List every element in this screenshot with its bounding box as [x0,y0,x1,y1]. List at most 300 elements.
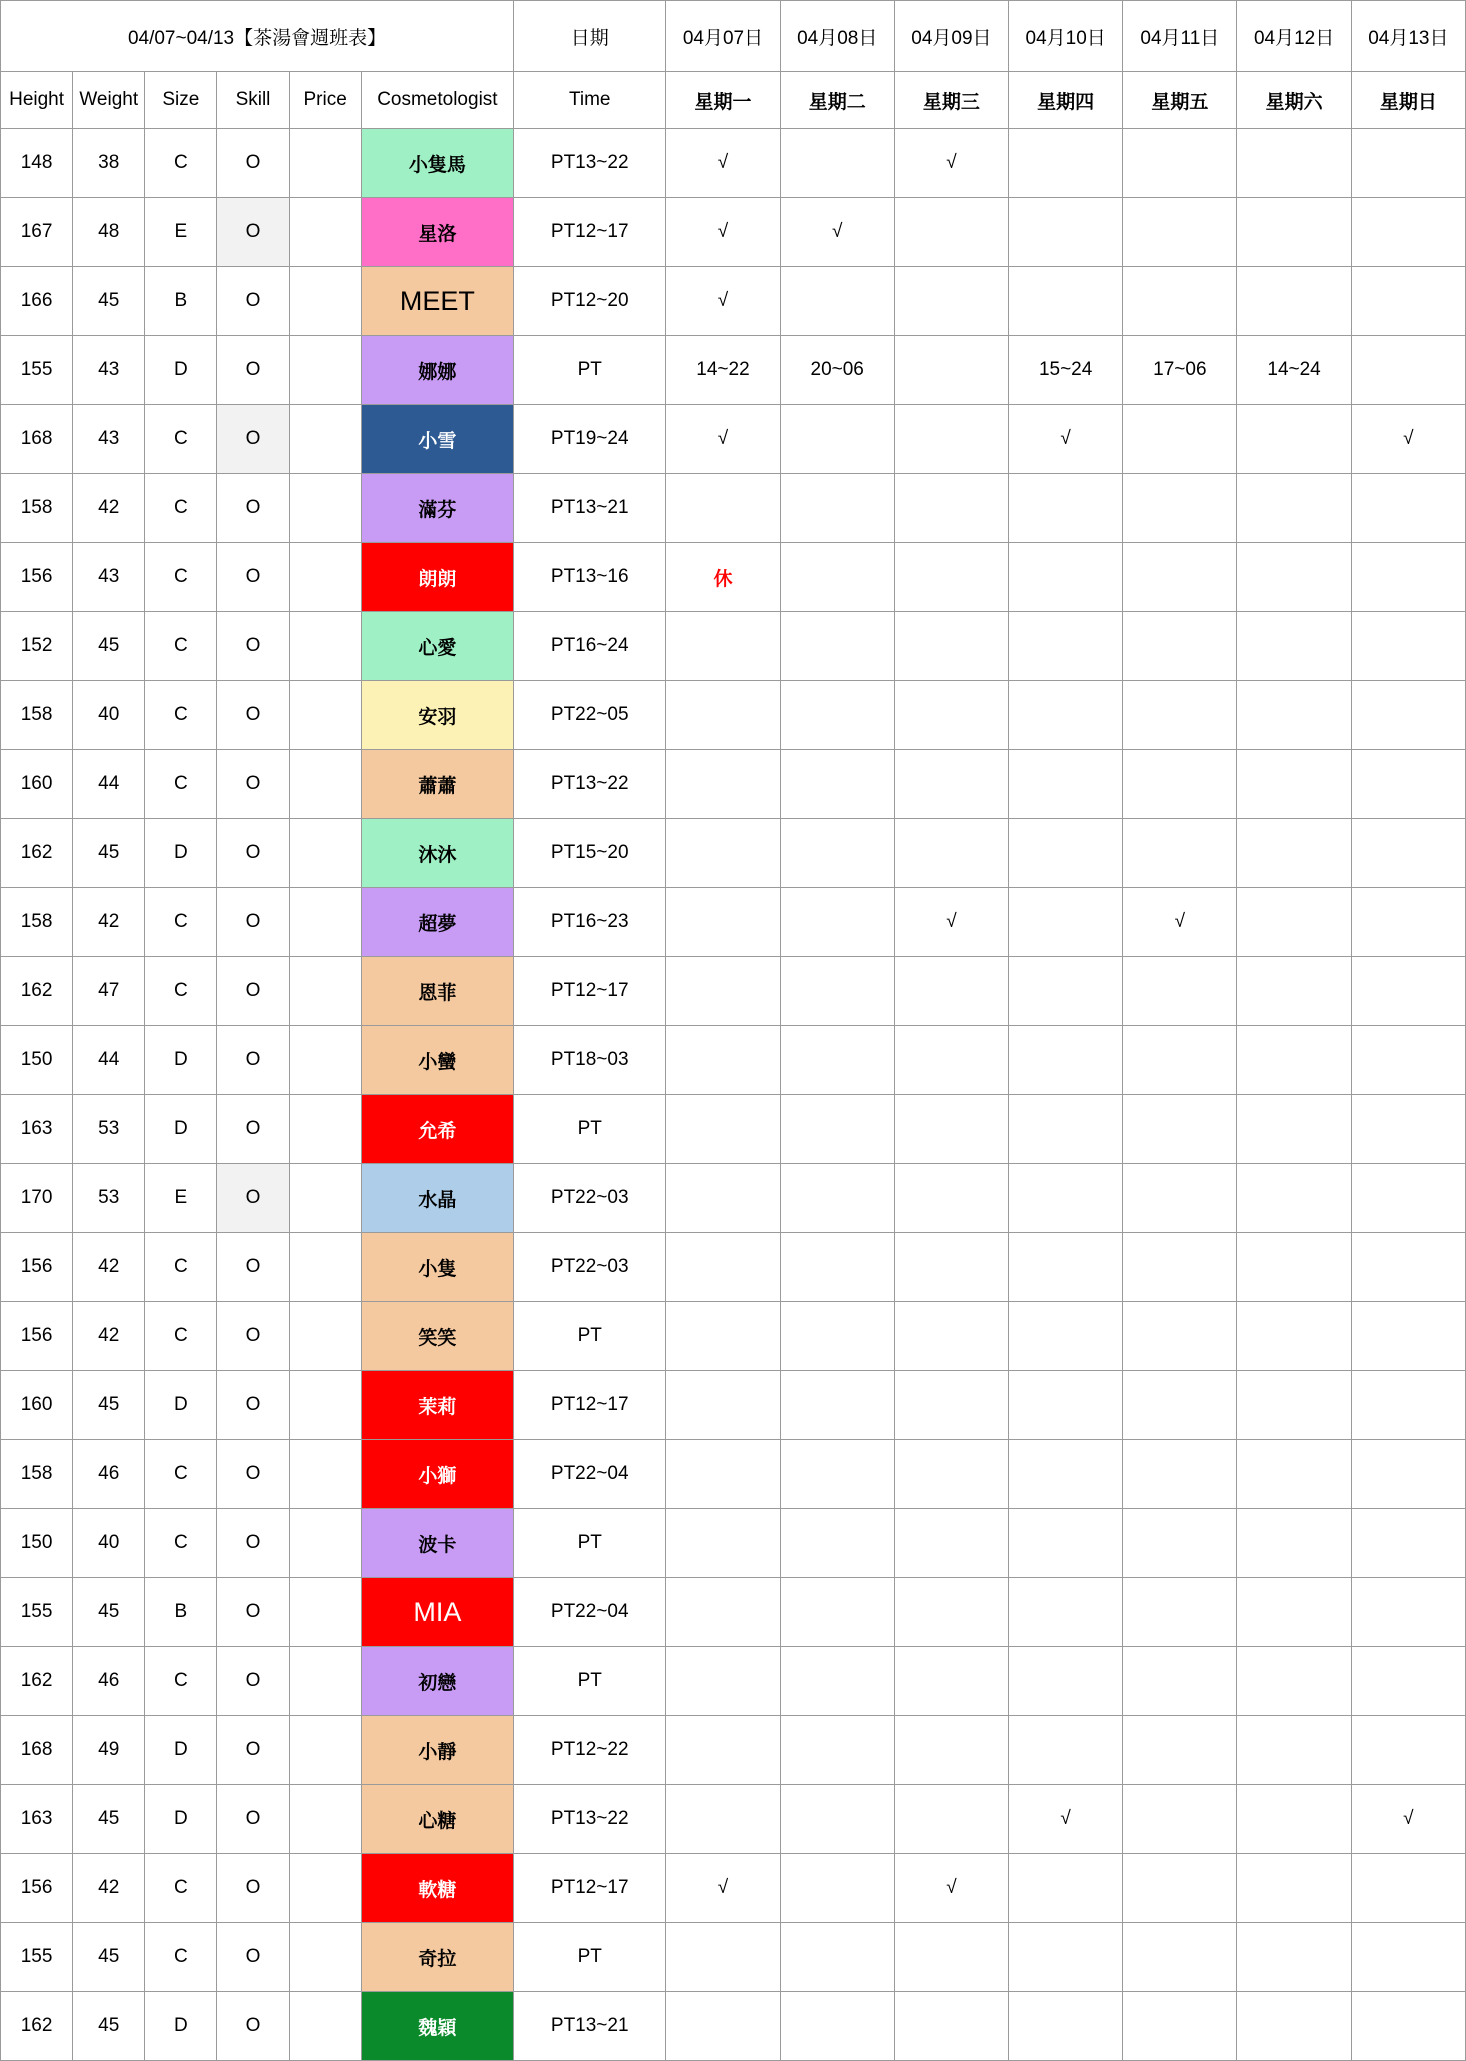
cell-day-6[interactable] [1351,612,1465,681]
table-row [1,1716,1466,1785]
column-header-skill: Skill [217,72,289,129]
cell-day-2[interactable] [894,267,1008,336]
cell-day-4[interactable] [1123,1164,1237,1233]
cell-cosmetologist-name[interactable]: 笑笑 [361,1302,513,1371]
cell-cosmetologist-name[interactable]: 蕭蕭 [361,750,513,819]
cell-day-5[interactable] [1237,750,1351,819]
table-row [1,267,1466,336]
cell-day-4[interactable] [1123,1785,1237,1854]
cell-day-4[interactable] [1123,1716,1237,1785]
cell-day-0[interactable] [666,1233,780,1302]
cell-height: 152 [1,612,73,681]
cell-day-5[interactable] [1237,1371,1351,1440]
cell-day-3[interactable] [1009,1164,1123,1233]
cell-day-0[interactable] [666,1992,780,2061]
cell-day-4[interactable] [1123,1440,1237,1509]
cell-day-1[interactable] [780,543,894,612]
cell-day-2[interactable] [894,1164,1008,1233]
cell-day-3[interactable] [1009,681,1123,750]
cell-day-6[interactable] [1351,198,1465,267]
cell-day-0[interactable]: 14~22 [666,336,780,405]
cell-day-4[interactable] [1123,474,1237,543]
cell-day-2[interactable] [894,1578,1008,1647]
cell-day-4[interactable] [1123,405,1237,474]
cell-day-0[interactable]: √ [666,129,780,198]
cell-day-3[interactable] [1009,612,1123,681]
cell-day-6[interactable] [1351,1371,1465,1440]
cell-day-3[interactable] [1009,1923,1123,1992]
cell-day-6[interactable] [1351,750,1465,819]
cell-time: PT16~23 [514,888,666,957]
cell-cosmetologist-name[interactable]: 波卡 [361,1509,513,1578]
table-row [1,1509,1466,1578]
cell-day-4[interactable] [1123,1992,1237,2061]
cell-skill: O [217,750,289,819]
cell-weight: 42 [73,1302,145,1371]
cell-skill: O [217,1302,289,1371]
cell-day-3[interactable] [1009,1026,1123,1095]
weekday-header-1: 星期二 [780,72,894,129]
cell-day-1[interactable] [780,474,894,543]
cell-day-5[interactable] [1237,612,1351,681]
cell-day-6[interactable] [1351,888,1465,957]
cell-day-4[interactable] [1123,819,1237,888]
cell-price [289,957,361,1026]
cell-day-0[interactable] [666,612,780,681]
cell-day-6[interactable] [1351,1992,1465,2061]
cell-cosmetologist-name[interactable]: 小隻馬 [361,129,513,198]
cell-height: 156 [1,543,73,612]
cell-day-4[interactable]: √ [1123,888,1237,957]
cell-day-4[interactable] [1123,198,1237,267]
cell-day-1[interactable] [780,1440,894,1509]
cell-day-2[interactable] [894,1647,1008,1716]
cell-day-3[interactable] [1009,129,1123,198]
cell-day-6[interactable] [1351,336,1465,405]
cell-time: PT18~03 [514,1026,666,1095]
table-row [1,474,1466,543]
cell-day-2[interactable]: √ [894,1854,1008,1923]
cell-day-2[interactable] [894,681,1008,750]
cell-cosmetologist-name[interactable]: 水晶 [361,1164,513,1233]
cell-day-5[interactable] [1237,1923,1351,1992]
cell-day-1[interactable] [780,1371,894,1440]
cell-time: PT19~24 [514,405,666,474]
cell-time: PT [514,1095,666,1164]
cell-day-1[interactable] [780,267,894,336]
column-header-time: Time [514,72,666,129]
cell-day-3[interactable]: 15~24 [1009,336,1123,405]
cell-day-3[interactable] [1009,1095,1123,1164]
cell-day-0[interactable] [666,1509,780,1578]
cell-weight: 45 [73,1578,145,1647]
cell-day-3[interactable] [1009,819,1123,888]
cell-day-0[interactable] [666,888,780,957]
cell-day-5[interactable] [1237,1095,1351,1164]
cell-height: 155 [1,1578,73,1647]
cell-day-5[interactable] [1237,1302,1351,1371]
cell-cosmetologist-name[interactable]: 心糖 [361,1785,513,1854]
cell-cosmetologist-name[interactable]: 心愛 [361,612,513,681]
cell-height: 158 [1,888,73,957]
cell-price [289,1233,361,1302]
cell-day-1[interactable]: 20~06 [780,336,894,405]
cell-price [289,1026,361,1095]
cell-day-2[interactable] [894,1095,1008,1164]
cell-weight: 40 [73,1509,145,1578]
cell-day-1[interactable] [780,819,894,888]
cell-day-2[interactable] [894,612,1008,681]
cell-day-5[interactable] [1237,888,1351,957]
column-header-size: Size [145,72,217,129]
cell-day-5[interactable] [1237,1440,1351,1509]
cell-day-1[interactable] [780,1233,894,1302]
cell-day-3[interactable] [1009,267,1123,336]
cell-day-2[interactable]: √ [894,129,1008,198]
cell-size: C [145,888,217,957]
cell-day-6[interactable] [1351,474,1465,543]
cell-height: 158 [1,1440,73,1509]
table-row [1,1854,1466,1923]
cell-day-4[interactable] [1123,1026,1237,1095]
cell-cosmetologist-name[interactable]: 軟糖 [361,1854,513,1923]
cell-day-6[interactable] [1351,681,1465,750]
cell-day-0[interactable] [666,819,780,888]
cell-day-1[interactable] [780,1578,894,1647]
cell-weight: 45 [73,1785,145,1854]
cell-size: C [145,1509,217,1578]
cell-day-6[interactable] [1351,267,1465,336]
cell-day-5[interactable] [1237,819,1351,888]
cell-price [289,1992,361,2061]
weekday-header-5: 星期六 [1237,72,1351,129]
cell-day-5[interactable] [1237,957,1351,1026]
cell-day-2[interactable] [894,336,1008,405]
cell-day-3[interactable] [1009,1302,1123,1371]
cell-day-5[interactable] [1237,405,1351,474]
cell-day-1[interactable] [780,612,894,681]
cell-day-3[interactable] [1009,750,1123,819]
cell-day-0[interactable] [666,1371,780,1440]
cell-day-5[interactable] [1237,1854,1351,1923]
cell-price [289,405,361,474]
cell-weight: 45 [73,819,145,888]
cell-cosmetologist-name[interactable]: 魏穎 [361,1992,513,2061]
cell-day-0[interactable]: √ [666,267,780,336]
cell-day-5[interactable] [1237,681,1351,750]
cell-day-0[interactable] [666,474,780,543]
cell-cosmetologist-name[interactable]: 安羽 [361,681,513,750]
cell-day-5[interactable] [1237,1716,1351,1785]
cell-day-0[interactable] [666,1302,780,1371]
cell-day-4[interactable] [1123,612,1237,681]
cell-day-0[interactable]: √ [666,1854,780,1923]
cell-day-1[interactable] [780,1302,894,1371]
cell-size: C [145,1302,217,1371]
cell-day-6[interactable] [1351,1440,1465,1509]
cell-day-5[interactable] [1237,198,1351,267]
cell-day-3[interactable] [1009,1992,1123,2061]
cell-day-0[interactable] [666,1578,780,1647]
cell-weight: 44 [73,1026,145,1095]
cell-day-3[interactable] [1009,1647,1123,1716]
cell-day-4[interactable] [1123,129,1237,198]
cell-day-1[interactable] [780,888,894,957]
cell-day-3[interactable] [1009,1509,1123,1578]
cell-day-6[interactable] [1351,1647,1465,1716]
cell-day-4[interactable]: 17~06 [1123,336,1237,405]
cell-time: PT12~17 [514,1371,666,1440]
cell-cosmetologist-name[interactable]: 星洛 [361,198,513,267]
cell-cosmetologist-name[interactable]: 滿芬 [361,474,513,543]
cell-cosmetologist-name[interactable]: 小雪 [361,405,513,474]
cell-day-0[interactable] [666,1440,780,1509]
cell-cosmetologist-name[interactable]: 初戀 [361,1647,513,1716]
cell-day-4[interactable] [1123,1509,1237,1578]
cell-day-1[interactable] [780,750,894,819]
cell-weight: 38 [73,129,145,198]
cell-day-2[interactable] [894,1233,1008,1302]
cell-skill: O [217,1026,289,1095]
weekday-header-6: 星期日 [1351,72,1465,129]
cell-height: 156 [1,1854,73,1923]
cell-weight: 45 [73,612,145,681]
cell-day-6[interactable]: √ [1351,405,1465,474]
cell-day-5[interactable] [1237,1164,1351,1233]
cell-day-5[interactable] [1237,267,1351,336]
cell-day-0[interactable]: √ [666,198,780,267]
cell-day-1[interactable] [780,1647,894,1716]
cell-day-6[interactable] [1351,1164,1465,1233]
cell-day-0[interactable] [666,1923,780,1992]
cell-day-1[interactable] [780,1785,894,1854]
cell-cosmetologist-name[interactable]: MEET [361,267,513,336]
cell-day-1[interactable] [780,1026,894,1095]
cell-day-6[interactable] [1351,543,1465,612]
cell-day-6[interactable] [1351,957,1465,1026]
cell-day-0[interactable] [666,681,780,750]
table-row [1,1992,1466,2061]
cell-weight: 42 [73,1233,145,1302]
cell-day-0[interactable] [666,1716,780,1785]
cell-day-5[interactable]: 14~24 [1237,336,1351,405]
cell-day-5[interactable] [1237,1578,1351,1647]
cell-size: E [145,198,217,267]
cell-weight: 45 [73,1992,145,2061]
cell-day-2[interactable] [894,474,1008,543]
cell-day-2[interactable] [894,1026,1008,1095]
cell-day-4[interactable] [1123,1371,1237,1440]
cell-day-2[interactable] [894,198,1008,267]
cell-price [289,1923,361,1992]
cell-day-0[interactable] [666,1647,780,1716]
cell-day-2[interactable] [894,957,1008,1026]
cell-day-4[interactable] [1123,1647,1237,1716]
column-header-weight: Weight [73,72,145,129]
cell-cosmetologist-name[interactable]: MIA [361,1578,513,1647]
cell-day-2[interactable] [894,1509,1008,1578]
cell-day-2[interactable] [894,1992,1008,2061]
cell-price [289,336,361,405]
cell-day-2[interactable] [894,543,1008,612]
cell-day-5[interactable] [1237,1509,1351,1578]
cell-day-6[interactable] [1351,1095,1465,1164]
cell-day-2[interactable]: √ [894,888,1008,957]
cell-day-1[interactable]: √ [780,198,894,267]
column-header-height: Height [1,72,73,129]
cell-cosmetologist-name[interactable]: 小靜 [361,1716,513,1785]
cell-day-4[interactable] [1123,543,1237,612]
cell-day-1[interactable] [780,1854,894,1923]
cell-day-5[interactable] [1237,474,1351,543]
cell-weight: 43 [73,336,145,405]
cell-day-0[interactable]: √ [666,405,780,474]
cell-size: B [145,267,217,336]
cell-day-4[interactable] [1123,681,1237,750]
cell-cosmetologist-name[interactable]: 超夢 [361,888,513,957]
cell-day-1[interactable] [780,1095,894,1164]
cell-day-0[interactable] [666,1095,780,1164]
cell-day-3[interactable] [1009,1578,1123,1647]
cell-day-3[interactable] [1009,543,1123,612]
cell-day-1[interactable] [780,1923,894,1992]
cell-skill: O [217,1233,289,1302]
cell-day-0[interactable] [666,957,780,1026]
cell-day-5[interactable] [1237,1992,1351,2061]
cell-day-3[interactable]: √ [1009,405,1123,474]
cell-cosmetologist-name[interactable]: 小蠻 [361,1026,513,1095]
cell-cosmetologist-name[interactable]: 沐沐 [361,819,513,888]
cell-day-4[interactable] [1123,750,1237,819]
cell-weight: 47 [73,957,145,1026]
cell-skill: O [217,681,289,750]
cell-time: PT12~17 [514,198,666,267]
cell-price [289,1440,361,1509]
cell-time: PT12~20 [514,267,666,336]
cell-day-6[interactable] [1351,1509,1465,1578]
cell-time: PT22~04 [514,1578,666,1647]
cell-day-3[interactable] [1009,957,1123,1026]
cell-price [289,1095,361,1164]
cell-day-1[interactable] [780,1509,894,1578]
cell-height: 162 [1,819,73,888]
weekday-header-2: 星期三 [894,72,1008,129]
cell-day-5[interactable] [1237,1233,1351,1302]
cell-cosmetologist-name[interactable]: 茉莉 [361,1371,513,1440]
cell-day-4[interactable] [1123,1578,1237,1647]
cell-cosmetologist-name[interactable]: 恩菲 [361,957,513,1026]
cell-day-4[interactable] [1123,1095,1237,1164]
cell-day-6[interactable] [1351,1026,1465,1095]
cell-day-6[interactable] [1351,1302,1465,1371]
cell-day-1[interactable] [780,957,894,1026]
cell-day-1[interactable] [780,129,894,198]
cell-day-6[interactable]: √ [1351,1785,1465,1854]
cell-weight: 43 [73,543,145,612]
cell-day-3[interactable] [1009,1371,1123,1440]
cell-day-4[interactable] [1123,1233,1237,1302]
cell-day-3[interactable]: √ [1009,1785,1123,1854]
cell-day-2[interactable] [894,1785,1008,1854]
cell-day-5[interactable] [1237,1785,1351,1854]
cell-day-0[interactable] [666,1164,780,1233]
cell-day-1[interactable] [780,405,894,474]
cell-day-6[interactable] [1351,1233,1465,1302]
cell-day-2[interactable] [894,1440,1008,1509]
table-row [1,1440,1466,1509]
cell-day-3[interactable] [1009,888,1123,957]
cell-day-0[interactable]: 休 [666,543,780,612]
cell-cosmetologist-name[interactable]: 小獅 [361,1440,513,1509]
cell-day-2[interactable] [894,1302,1008,1371]
cell-day-4[interactable] [1123,957,1237,1026]
cell-day-2[interactable] [894,1371,1008,1440]
cell-day-6[interactable] [1351,1578,1465,1647]
cell-day-2[interactable] [894,1716,1008,1785]
cell-day-1[interactable] [780,681,894,750]
cell-day-6[interactable] [1351,1923,1465,1992]
table-row [1,1371,1466,1440]
cell-day-3[interactable] [1009,198,1123,267]
cell-day-0[interactable] [666,1026,780,1095]
cell-day-4[interactable] [1123,1302,1237,1371]
cell-day-5[interactable] [1237,1647,1351,1716]
table-row [1,1026,1466,1095]
weekday-header-4: 星期五 [1123,72,1237,129]
cell-day-3[interactable] [1009,1716,1123,1785]
cell-day-3[interactable] [1009,1440,1123,1509]
cell-day-6[interactable] [1351,1716,1465,1785]
cell-size: C [145,1440,217,1509]
cell-height: 163 [1,1785,73,1854]
cell-skill: O [217,1371,289,1440]
cell-cosmetologist-name[interactable]: 小隻 [361,1233,513,1302]
cell-price [289,1854,361,1923]
cell-day-4[interactable] [1123,1854,1237,1923]
table-row [1,888,1466,957]
table-row [1,405,1466,474]
cell-day-6[interactable] [1351,819,1465,888]
cell-day-5[interactable] [1237,543,1351,612]
cell-day-4[interactable] [1123,267,1237,336]
cell-day-2[interactable] [894,819,1008,888]
cell-height: 150 [1,1026,73,1095]
cell-day-2[interactable] [894,1923,1008,1992]
cell-time: PT13~21 [514,1992,666,2061]
cell-day-1[interactable] [780,1164,894,1233]
cell-day-6[interactable] [1351,129,1465,198]
cell-cosmetologist-name[interactable]: 朗朗 [361,543,513,612]
cell-day-3[interactable] [1009,1854,1123,1923]
cell-cosmetologist-name[interactable]: 奇拉 [361,1923,513,1992]
cell-day-1[interactable] [780,1716,894,1785]
cell-day-0[interactable] [666,750,780,819]
cell-cosmetologist-name[interactable]: 允希 [361,1095,513,1164]
cell-day-5[interactable] [1237,129,1351,198]
cell-price [289,267,361,336]
cell-day-1[interactable] [780,1992,894,2061]
cell-cosmetologist-name[interactable]: 娜娜 [361,336,513,405]
cell-day-2[interactable] [894,750,1008,819]
cell-day-3[interactable] [1009,1233,1123,1302]
cell-day-6[interactable] [1351,1854,1465,1923]
cell-day-0[interactable] [666,1785,780,1854]
cell-day-2[interactable] [894,405,1008,474]
cell-day-4[interactable] [1123,1923,1237,1992]
cell-day-3[interactable] [1009,474,1123,543]
cell-day-5[interactable] [1237,1026,1351,1095]
date-header-0: 04月07日 [666,1,780,72]
